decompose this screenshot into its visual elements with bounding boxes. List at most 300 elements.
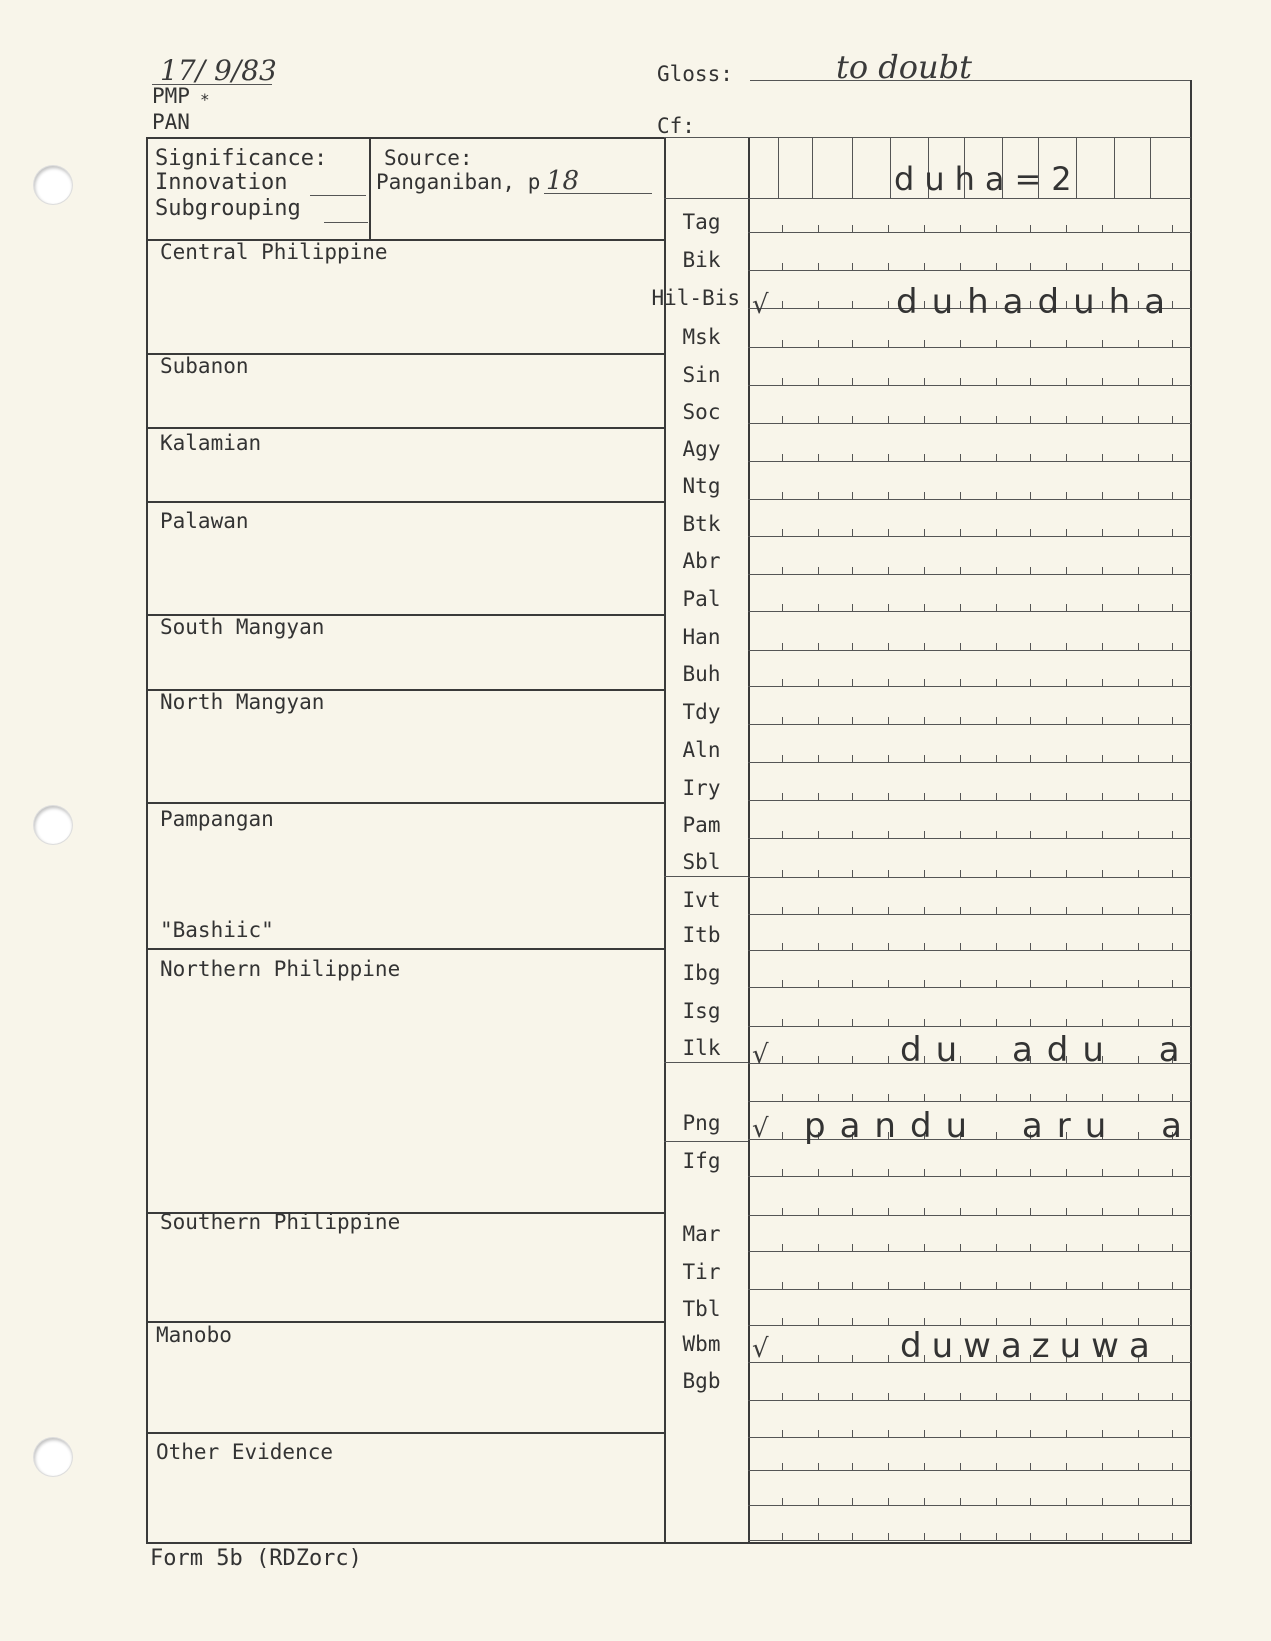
entry-rule-tick — [782, 907, 783, 914]
entry-rule-tick — [888, 1056, 889, 1063]
entry-rule-tick — [818, 301, 819, 308]
entry-rule-tick — [852, 567, 853, 574]
entry-rule-tick — [818, 831, 819, 838]
lang-btk: Btk — [682, 512, 721, 536]
entry-rule-tick — [1102, 416, 1103, 423]
entry-rule-tick — [782, 1318, 783, 1325]
entry-rule-tick — [996, 943, 997, 950]
entry-rule-tick — [1102, 1430, 1103, 1437]
entry-rule-tick — [1172, 1463, 1173, 1470]
entry-rule-tick — [924, 492, 925, 499]
entry-rule-tick — [924, 263, 925, 270]
innovation-blank — [310, 195, 366, 196]
entry-rule-line — [748, 987, 1191, 988]
entry-rule-tick — [888, 492, 889, 499]
entry-rule-tick — [924, 717, 925, 724]
header-cell-divider — [778, 137, 779, 198]
entry-rule-tick — [782, 1463, 783, 1470]
entry-rule-tick — [1066, 1282, 1067, 1289]
divider-kalamian — [146, 427, 665, 429]
entry-rule-tick — [852, 1169, 853, 1176]
entry-rule-tick — [1066, 604, 1067, 611]
entry-rule-tick — [1066, 1533, 1067, 1540]
entry-rule-tick — [1138, 1282, 1139, 1289]
entry-rule-line — [748, 1176, 1191, 1177]
entry-rule-tick — [852, 755, 853, 762]
entry-rule-tick — [1030, 1463, 1031, 1470]
entry-rule-tick — [1030, 907, 1031, 914]
entry-rule-tick — [818, 755, 819, 762]
entry-rule-line — [748, 461, 1191, 462]
source-page-blank — [544, 193, 652, 194]
entry-rule-tick — [1102, 604, 1103, 611]
entry-rule-tick — [888, 1355, 889, 1362]
form-bottom-border — [146, 1542, 1192, 1544]
entry-rule-tick — [1172, 378, 1173, 385]
entry-rule-tick — [818, 378, 819, 385]
entry-rule-tick — [960, 831, 961, 838]
entry-rule-tick — [852, 340, 853, 347]
entry-rule-tick — [818, 980, 819, 987]
entry-rule-tick — [1138, 831, 1139, 838]
entry-rule-line — [748, 686, 1191, 687]
entry-rule-tick — [888, 1393, 889, 1400]
entry-rule-tick — [852, 679, 853, 686]
entry-rule-tick — [818, 454, 819, 461]
entry-rule-tick — [888, 870, 889, 877]
entry-rule-tick — [888, 225, 889, 232]
entry-rule-tick — [888, 416, 889, 423]
entry-rule-tick — [818, 416, 819, 423]
lang-aln: Aln — [682, 738, 721, 762]
entry-rule-tick — [782, 1056, 783, 1063]
source-label: Source: — [384, 146, 473, 170]
entry-rule-tick — [924, 980, 925, 987]
entry-rule-tick — [1066, 1393, 1067, 1400]
entry-rule-tick — [924, 529, 925, 536]
entry-rule-tick — [1172, 416, 1173, 423]
entry-rule-tick — [1066, 454, 1067, 461]
entry-rule-tick — [1172, 529, 1173, 536]
entry-rule-tick — [996, 263, 997, 270]
divider-pampangan — [146, 802, 665, 804]
entry-rule-tick — [1172, 717, 1173, 724]
entry-rule-tick — [852, 454, 853, 461]
entry-rule-tick — [1172, 1019, 1173, 1026]
entry-rule-line — [748, 1289, 1191, 1290]
entry-rule-tick — [782, 643, 783, 650]
entry-rule-tick — [1066, 1430, 1067, 1437]
entry-rule-tick — [1172, 567, 1173, 574]
entry-rule-tick — [888, 1282, 889, 1289]
entry-rule-tick — [782, 263, 783, 270]
entry-rule-tick — [996, 1169, 997, 1176]
entry-rule-tick — [996, 679, 997, 686]
entry-rule-line — [748, 1470, 1191, 1471]
entry-rule-tick — [1138, 679, 1139, 686]
entry-rule-tick — [996, 1244, 997, 1251]
entry-rule-tick — [1138, 1430, 1139, 1437]
entry-rule-tick — [1102, 1169, 1103, 1176]
entry-rule-tick — [888, 340, 889, 347]
lang-ntg: Ntg — [682, 474, 721, 498]
entry-rule-tick — [1138, 980, 1139, 987]
entry-rule-tick — [924, 943, 925, 950]
entry-rule-tick — [924, 1019, 925, 1026]
entry-rule-tick — [782, 793, 783, 800]
entry-rule-tick — [924, 907, 925, 914]
entry-rule-tick — [960, 416, 961, 423]
entry-rule-tick — [1172, 1533, 1173, 1540]
entry-rule-tick — [1066, 1498, 1067, 1505]
lang-pal: Pal — [682, 587, 721, 611]
entry-rule-tick — [1138, 1533, 1139, 1540]
entry-rule-tick — [924, 1533, 925, 1540]
entry-rule-tick — [818, 1169, 819, 1176]
entry-rule-tick — [1102, 717, 1103, 724]
entry-rule-tick — [1138, 793, 1139, 800]
entry-rule-tick — [1138, 492, 1139, 499]
entry-rule-tick — [960, 1463, 961, 1470]
entry-rule-line — [748, 914, 1191, 915]
entry-rule-tick — [1102, 907, 1103, 914]
entry-rule-tick — [852, 943, 853, 950]
entry-rule-tick — [782, 1533, 783, 1540]
entry-rule-tick — [888, 679, 889, 686]
entry-rule-tick — [1102, 793, 1103, 800]
pmp-star: * — [200, 90, 210, 109]
entry-rule-tick — [782, 755, 783, 762]
entry-rule-tick — [1172, 492, 1173, 499]
entry-rule-tick — [782, 416, 783, 423]
lang-sin: Sin — [682, 363, 721, 387]
entry-rule-tick — [1030, 1094, 1031, 1101]
entry-rule-tick — [1172, 1498, 1173, 1505]
subgrouping-blank — [324, 222, 368, 223]
entry-rule-tick — [888, 943, 889, 950]
code-divider-png — [664, 1141, 748, 1142]
entry-rule-tick — [818, 1244, 819, 1251]
entry-rule-tick — [888, 454, 889, 461]
entry-rule-tick — [818, 1533, 819, 1540]
entry-rule-line — [748, 762, 1191, 763]
entry-rule-tick — [818, 1393, 819, 1400]
entry-rule-tick — [1066, 679, 1067, 686]
entry-rule-tick — [996, 1430, 997, 1437]
entry-rule-tick — [818, 567, 819, 574]
entry-rule-tick — [1030, 492, 1031, 499]
entry-rule-tick — [1102, 1019, 1103, 1026]
entry-rule-tick — [960, 1208, 961, 1215]
entry-rule-tick — [1030, 643, 1031, 650]
entry-rule-tick — [1102, 529, 1103, 536]
entry-rule-tick — [960, 529, 961, 536]
entry-rule-tick — [924, 416, 925, 423]
entry-rule-tick — [818, 340, 819, 347]
entry-rule-tick — [888, 1463, 889, 1470]
entry-rule-tick — [782, 1244, 783, 1251]
entry-rule-tick — [1030, 1430, 1031, 1437]
entry-rule-tick — [1030, 1019, 1031, 1026]
group-northern-philippine: Northern Philippine — [160, 957, 401, 981]
source-text: Panganiban, p — [376, 170, 541, 194]
entry-rule-tick — [1172, 454, 1173, 461]
entry-rule-tick — [1138, 1208, 1139, 1215]
group-manobo: Manobo — [156, 1323, 232, 1347]
entry-hil-bis-check: √ — [752, 290, 769, 320]
entry-rule-tick — [1030, 340, 1031, 347]
entry-rule-tick — [1102, 1498, 1103, 1505]
entry-rule-tick — [960, 1094, 961, 1101]
entry-rule-tick — [1030, 416, 1031, 423]
entry-rule-tick — [924, 870, 925, 877]
entry-rule-tick — [1138, 643, 1139, 650]
entry-rule-tick — [996, 1318, 997, 1325]
entry-rule-tick — [888, 793, 889, 800]
lang-tdy: Tdy — [682, 700, 721, 724]
entry-rule-tick — [924, 1430, 925, 1437]
entry-rule-tick — [996, 870, 997, 877]
entry-rule-line — [748, 1251, 1191, 1252]
entry-rule-tick — [1102, 1282, 1103, 1289]
punch-hole-bottom — [34, 1438, 72, 1476]
entry-rule-tick — [1172, 755, 1173, 762]
group-other-evidence: Other Evidence — [156, 1440, 334, 1464]
entry-rule-tick — [1030, 943, 1031, 950]
entry-rule-tick — [1138, 1463, 1139, 1470]
divider-northern-philippine — [146, 948, 665, 950]
lang-msk: Msk — [682, 325, 721, 349]
entry-rule-tick — [924, 604, 925, 611]
header-cell-divider — [1114, 137, 1115, 198]
entry-rule-tick — [852, 1393, 853, 1400]
entry-rule-tick — [782, 1355, 783, 1362]
entry-rule-tick — [960, 1318, 961, 1325]
entry-rule-tick — [852, 529, 853, 536]
entry-rule-tick — [960, 1430, 961, 1437]
entry-rule-tick — [996, 604, 997, 611]
entry-rule-tick — [1066, 717, 1067, 724]
source-page: 18 — [546, 166, 580, 196]
lang-ifg: Ifg — [682, 1149, 721, 1173]
group-north-mangyan: North Mangyan — [160, 690, 325, 714]
entry-rule-tick — [852, 1019, 853, 1026]
entry-rule-tick — [888, 1533, 889, 1540]
entry-rule-tick — [1138, 1318, 1139, 1325]
entry-rule-tick — [818, 263, 819, 270]
entry-rule-tick — [818, 1430, 819, 1437]
significance-top — [146, 137, 666, 139]
entry-rule-tick — [924, 1169, 925, 1176]
entry-rule-tick — [852, 492, 853, 499]
entry-rule-tick — [960, 943, 961, 950]
group-subanon: Subanon — [160, 354, 249, 378]
entry-rule-tick — [996, 378, 997, 385]
gloss-underline — [750, 80, 1192, 81]
entry-rule-tick — [1066, 831, 1067, 838]
group-bashiic: "Bashiic" — [160, 918, 274, 942]
innovation-label: Innovation — [155, 170, 288, 195]
entry-rule-tick — [888, 1169, 889, 1176]
entry-rule-tick — [852, 980, 853, 987]
entry-rule-tick — [782, 454, 783, 461]
entry-rule-tick — [1138, 870, 1139, 877]
group-palawan: Palawan — [160, 509, 249, 533]
lang-tag: Tag — [682, 210, 721, 234]
entry-rule-tick — [996, 1282, 997, 1289]
entry-rule-tick — [960, 793, 961, 800]
header-cell-divider — [1150, 137, 1151, 198]
lang-mar: Mar — [682, 1222, 721, 1246]
entry-rule-tick — [924, 225, 925, 232]
entry-rule-line — [748, 499, 1191, 500]
entry-rule-tick — [996, 980, 997, 987]
entry-rule-tick — [818, 1498, 819, 1505]
entry-rule-line — [748, 1505, 1191, 1506]
entry-rule-line — [748, 1215, 1191, 1216]
entry-rule-tick — [1172, 679, 1173, 686]
entry-rule-tick — [818, 225, 819, 232]
significance-title: Significance: — [155, 146, 328, 171]
entry-rule-tick — [1066, 567, 1067, 574]
entry-rule-tick — [1138, 567, 1139, 574]
entry-rule-tick — [852, 604, 853, 611]
entry-rule-tick — [1066, 263, 1067, 270]
entry-rule-tick — [1030, 1208, 1031, 1215]
entry-rule-tick — [960, 340, 961, 347]
entry-rule-tick — [1066, 378, 1067, 385]
code-divider-sbl — [664, 876, 748, 877]
entry-rule-tick — [996, 1498, 997, 1505]
entry-rule-tick — [1172, 1318, 1173, 1325]
entry-rule-tick — [818, 1208, 819, 1215]
entry-rule-tick — [782, 717, 783, 724]
header-cell-divider — [852, 137, 853, 198]
entry-rule-tick — [782, 1282, 783, 1289]
entry-rule-tick — [1066, 340, 1067, 347]
entry-rule-tick — [996, 567, 997, 574]
lang-pam: Pam — [682, 813, 721, 837]
entry-rule-tick — [782, 679, 783, 686]
entry-rule-tick — [1138, 717, 1139, 724]
entry-rule-tick — [852, 907, 853, 914]
entry-rule-tick — [1102, 870, 1103, 877]
entry-rule-tick — [1066, 907, 1067, 914]
entry-rule-tick — [782, 567, 783, 574]
entry-ilk-check: √ — [752, 1040, 769, 1070]
entry-rule-tick — [1102, 454, 1103, 461]
entry-rule-tick — [782, 529, 783, 536]
entry-rule-tick — [996, 529, 997, 536]
entry-rule-tick — [852, 1355, 853, 1362]
entry-rule-tick — [888, 301, 889, 308]
entry-rule-tick — [996, 1533, 997, 1540]
entry-rule-tick — [888, 980, 889, 987]
significance-divider — [369, 137, 371, 239]
entry-rule-tick — [782, 492, 783, 499]
entry-rule-tick — [1102, 567, 1103, 574]
entry-rule-tick — [818, 604, 819, 611]
entry-rule-tick — [960, 454, 961, 461]
entry-rule-tick — [1102, 1244, 1103, 1251]
entry-rule-tick — [888, 529, 889, 536]
entry-rule-tick — [924, 1498, 925, 1505]
lang-wbm: Wbm — [682, 1332, 721, 1356]
entry-rule-tick — [852, 416, 853, 423]
entry-rule-tick — [818, 907, 819, 914]
entry-rule-tick — [782, 604, 783, 611]
lang-ilk: Ilk — [682, 1036, 721, 1060]
entry-rule-tick — [924, 1094, 925, 1101]
entry-rule-tick — [924, 679, 925, 686]
entry-rule-tick — [1066, 980, 1067, 987]
entry-rule-tick — [888, 567, 889, 574]
header-cell-entry: duha=2 — [894, 160, 1082, 198]
lang-tbl: Tbl — [682, 1297, 721, 1321]
entry-rule-tick — [960, 1533, 961, 1540]
entry-rule-tick — [1138, 263, 1139, 270]
entry-rule-tick — [782, 1393, 783, 1400]
entry-rule-tick — [924, 1244, 925, 1251]
entry-rule-tick — [1172, 340, 1173, 347]
entry-rule-tick — [960, 1393, 961, 1400]
form-right-border — [1190, 80, 1192, 1542]
entry-rule-tick — [1172, 831, 1173, 838]
entry-rule-tick — [852, 263, 853, 270]
entry-rule-tick — [1030, 755, 1031, 762]
entry-rule-tick — [1066, 1208, 1067, 1215]
entry-rule-tick — [1066, 1244, 1067, 1251]
header-cell-divider — [812, 137, 813, 198]
entry-rule-tick — [1172, 1244, 1173, 1251]
entry-rule-line — [748, 1540, 1191, 1541]
entry-rule-tick — [960, 263, 961, 270]
entry-rule-tick — [1066, 1463, 1067, 1470]
lang-iry: Iry — [682, 776, 721, 800]
entry-rule-tick — [1030, 980, 1031, 987]
entry-rule-tick — [852, 643, 853, 650]
entry-rule-tick — [818, 679, 819, 686]
entry-rule-tick — [1030, 831, 1031, 838]
entry-rule-tick — [818, 1056, 819, 1063]
entry-rule-tick — [1102, 1393, 1103, 1400]
entry-rule-tick — [924, 567, 925, 574]
entry-rule-tick — [1102, 980, 1103, 987]
entry-rule-tick — [1172, 943, 1173, 950]
pan-label: PAN — [152, 110, 190, 134]
entry-ilk-form: du adu a — [900, 1030, 1194, 1070]
entry-rule-line — [748, 1101, 1191, 1102]
entry-rule-tick — [1066, 793, 1067, 800]
entry-rule-tick — [960, 717, 961, 724]
entry-rule-tick — [924, 340, 925, 347]
entry-rule-tick — [960, 980, 961, 987]
divider-palawan — [146, 501, 665, 503]
entry-rule-tick — [960, 567, 961, 574]
entry-rule-tick — [960, 679, 961, 686]
entry-rule-tick — [996, 1094, 997, 1101]
entry-rule-tick — [852, 225, 853, 232]
entry-rule-tick — [782, 301, 783, 308]
entry-wbm-check: √ — [752, 1334, 769, 1364]
divider-other-evidence — [146, 1432, 665, 1434]
entry-rule-tick — [888, 378, 889, 385]
entry-rule-tick — [1102, 1094, 1103, 1101]
entry-rule-tick — [1102, 1463, 1103, 1470]
entry-rule-tick — [782, 1208, 783, 1215]
entry-rule-tick — [1102, 225, 1103, 232]
entry-rule-tick — [1030, 1393, 1031, 1400]
